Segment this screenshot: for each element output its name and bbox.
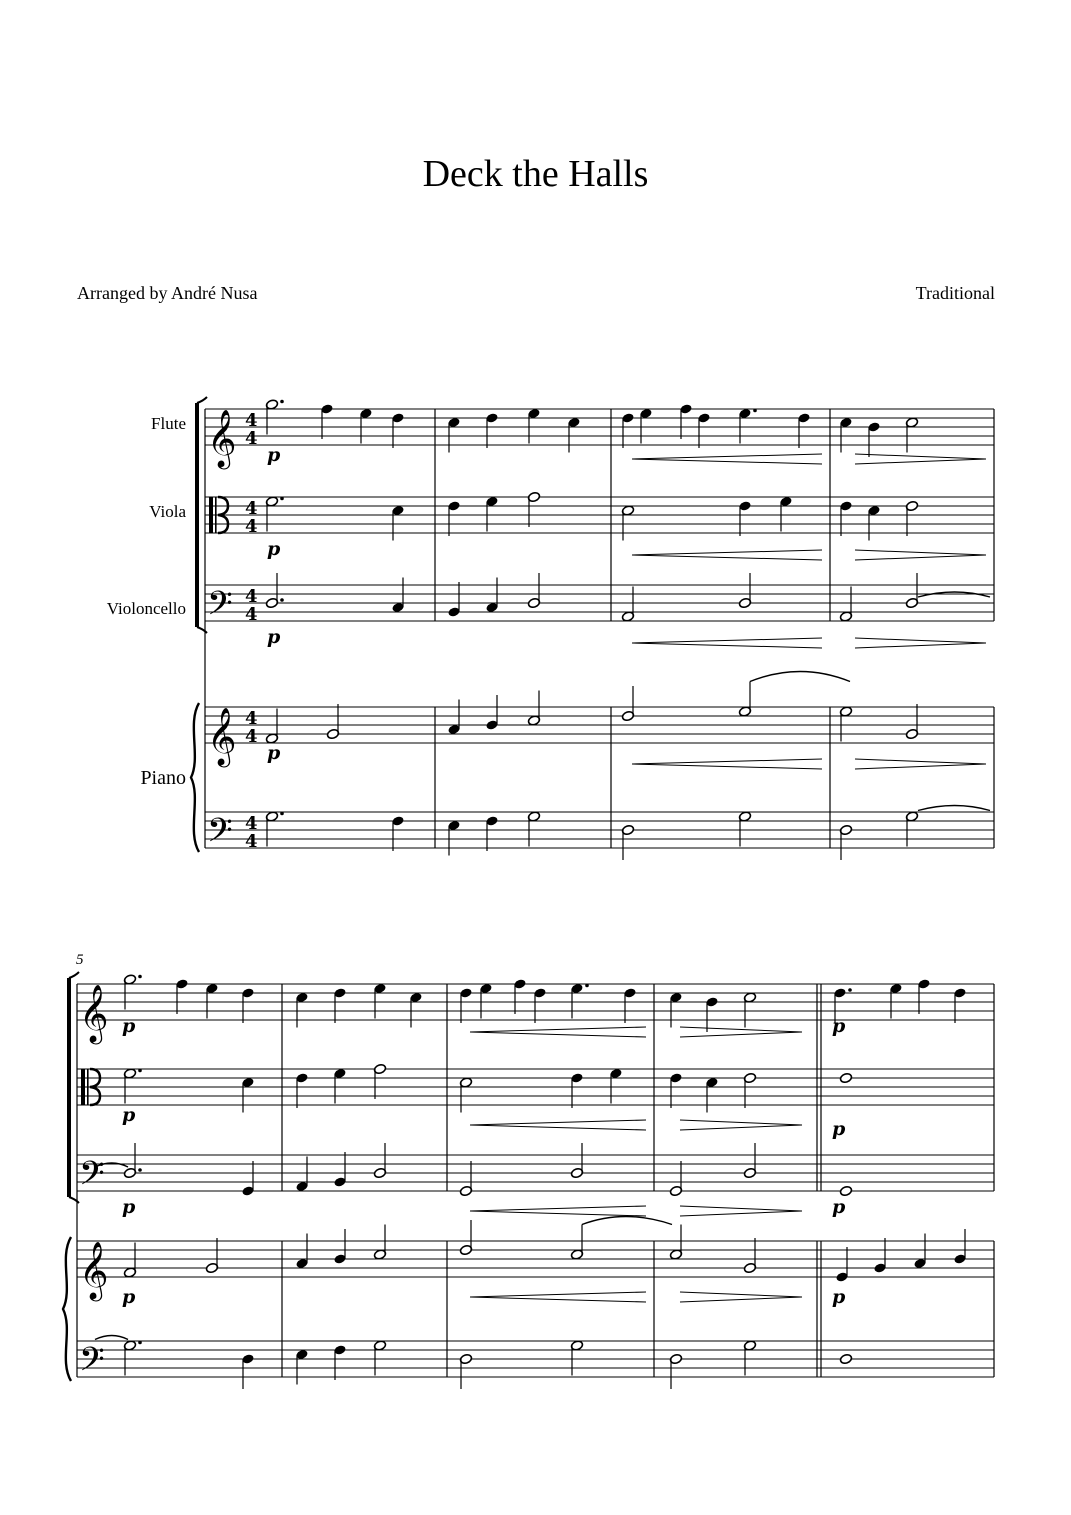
augmentation-dot xyxy=(138,1168,142,1172)
time-signature-top: 4 xyxy=(245,498,258,519)
crescendo-hairpin xyxy=(632,759,822,764)
bass-clef-icon: 𝄢 xyxy=(79,1341,105,1387)
dynamic-marking: p xyxy=(122,1196,136,1218)
time-signature-bottom: 4 xyxy=(245,726,258,747)
bass-clef-icon: 𝄢 xyxy=(207,585,233,631)
alto-clef-icon xyxy=(215,497,217,533)
decrescendo-hairpin xyxy=(855,550,986,555)
dynamic-marking: p xyxy=(832,1015,846,1037)
augmentation-dot xyxy=(138,1341,142,1345)
instrument-label-flute: Flute xyxy=(151,414,186,433)
decrescendo-hairpin xyxy=(855,764,986,769)
crescendo-hairpin xyxy=(632,555,822,560)
instrument-label-piano: Piano xyxy=(140,767,186,789)
dynamic-marking: p xyxy=(122,1286,136,1308)
tie xyxy=(918,806,990,811)
decrescendo-hairpin xyxy=(855,638,986,643)
time-signature-top: 4 xyxy=(245,813,258,834)
measure-number: 5 xyxy=(76,952,84,968)
dynamic-marking: p xyxy=(832,1118,846,1140)
crescendo-hairpin xyxy=(632,764,822,769)
treble-clef-icon: 𝄞 xyxy=(79,984,109,1042)
crescendo-hairpin xyxy=(632,459,822,464)
crescendo-hairpin xyxy=(632,638,822,643)
crescendo-hairpin xyxy=(470,1120,646,1125)
crescendo-hairpin xyxy=(470,1032,646,1037)
composer-credit: Traditional xyxy=(915,283,995,303)
decrescendo-hairpin xyxy=(680,1032,802,1037)
dynamic-marking: p xyxy=(267,444,281,466)
augmentation-dot xyxy=(848,988,852,992)
tie xyxy=(95,1336,128,1340)
augmentation-dot xyxy=(585,984,589,988)
alto-clef-icon xyxy=(209,497,213,533)
decrescendo-hairpin xyxy=(855,759,986,764)
time-signature-bottom: 4 xyxy=(245,831,258,852)
treble-clef-icon: 𝄞 xyxy=(79,1241,109,1299)
crescendo-hairpin xyxy=(470,1206,646,1211)
decrescendo-hairpin xyxy=(680,1211,802,1216)
crescendo-hairpin xyxy=(470,1125,646,1130)
dynamic-marking: p xyxy=(267,626,281,648)
tie xyxy=(582,1217,672,1225)
decrescendo-hairpin xyxy=(680,1206,802,1211)
crescendo-hairpin xyxy=(632,643,822,648)
decrescendo-hairpin xyxy=(680,1027,802,1032)
bass-clef-icon: 𝄢 xyxy=(207,812,233,858)
system-2 xyxy=(63,972,994,1389)
score-title: Deck the Halls xyxy=(422,153,649,195)
strings-bracket xyxy=(69,972,79,978)
dynamic-marking: p xyxy=(832,1196,846,1218)
note-head xyxy=(839,1353,852,1364)
decrescendo-hairpin xyxy=(855,555,986,560)
augmentation-dot xyxy=(753,409,757,413)
time-signature-top: 4 xyxy=(245,586,258,607)
augmentation-dot xyxy=(280,598,284,602)
crescendo-hairpin xyxy=(470,1292,646,1297)
piano-brace xyxy=(63,1237,71,1381)
augmentation-dot xyxy=(138,1069,142,1073)
augmentation-dot xyxy=(280,812,284,816)
crescendo-hairpin xyxy=(470,1297,646,1302)
crescendo-hairpin xyxy=(470,1211,646,1216)
time-signature-bottom: 4 xyxy=(245,428,258,449)
bass-clef-icon: 𝄢 xyxy=(79,1155,105,1201)
dynamic-marking: p xyxy=(122,1104,136,1126)
crescendo-hairpin xyxy=(632,454,822,459)
dynamic-marking: p xyxy=(832,1286,846,1308)
time-signature-bottom: 4 xyxy=(245,516,258,537)
instrument-label-violoncello: Violoncello xyxy=(106,599,186,618)
decrescendo-hairpin xyxy=(680,1292,802,1297)
treble-clef-icon: 𝄞 xyxy=(207,409,237,467)
decrescendo-hairpin xyxy=(855,643,986,648)
crescendo-hairpin xyxy=(470,1027,646,1032)
decrescendo-hairpin xyxy=(855,454,986,459)
alto-clef-icon xyxy=(81,1069,85,1105)
time-signature-top: 4 xyxy=(245,708,258,729)
note-head xyxy=(839,1185,852,1196)
note-head xyxy=(839,1072,852,1083)
dynamic-marking: p xyxy=(267,538,281,560)
dynamic-marking: p xyxy=(122,1015,136,1037)
decrescendo-hairpin xyxy=(680,1297,802,1302)
instrument-label-viola: Viola xyxy=(149,502,186,521)
arranger-credit: Arranged by André Nusa xyxy=(77,283,258,303)
strings-bracket xyxy=(197,397,207,403)
augmentation-dot xyxy=(138,975,142,979)
system-1 xyxy=(191,397,994,860)
dynamic-marking: p xyxy=(267,742,281,764)
treble-clef-icon: 𝄞 xyxy=(207,707,237,765)
augmentation-dot xyxy=(280,497,284,501)
augmentation-dot xyxy=(280,400,284,404)
decrescendo-hairpin xyxy=(680,1125,802,1130)
time-signature-bottom: 4 xyxy=(245,604,258,625)
piano-brace xyxy=(191,703,199,852)
time-signature-top: 4 xyxy=(245,410,258,431)
alto-clef-icon xyxy=(87,1069,89,1105)
decrescendo-hairpin xyxy=(680,1120,802,1125)
tie xyxy=(750,672,850,682)
decrescendo-hairpin xyxy=(855,459,986,464)
crescendo-hairpin xyxy=(632,550,822,555)
